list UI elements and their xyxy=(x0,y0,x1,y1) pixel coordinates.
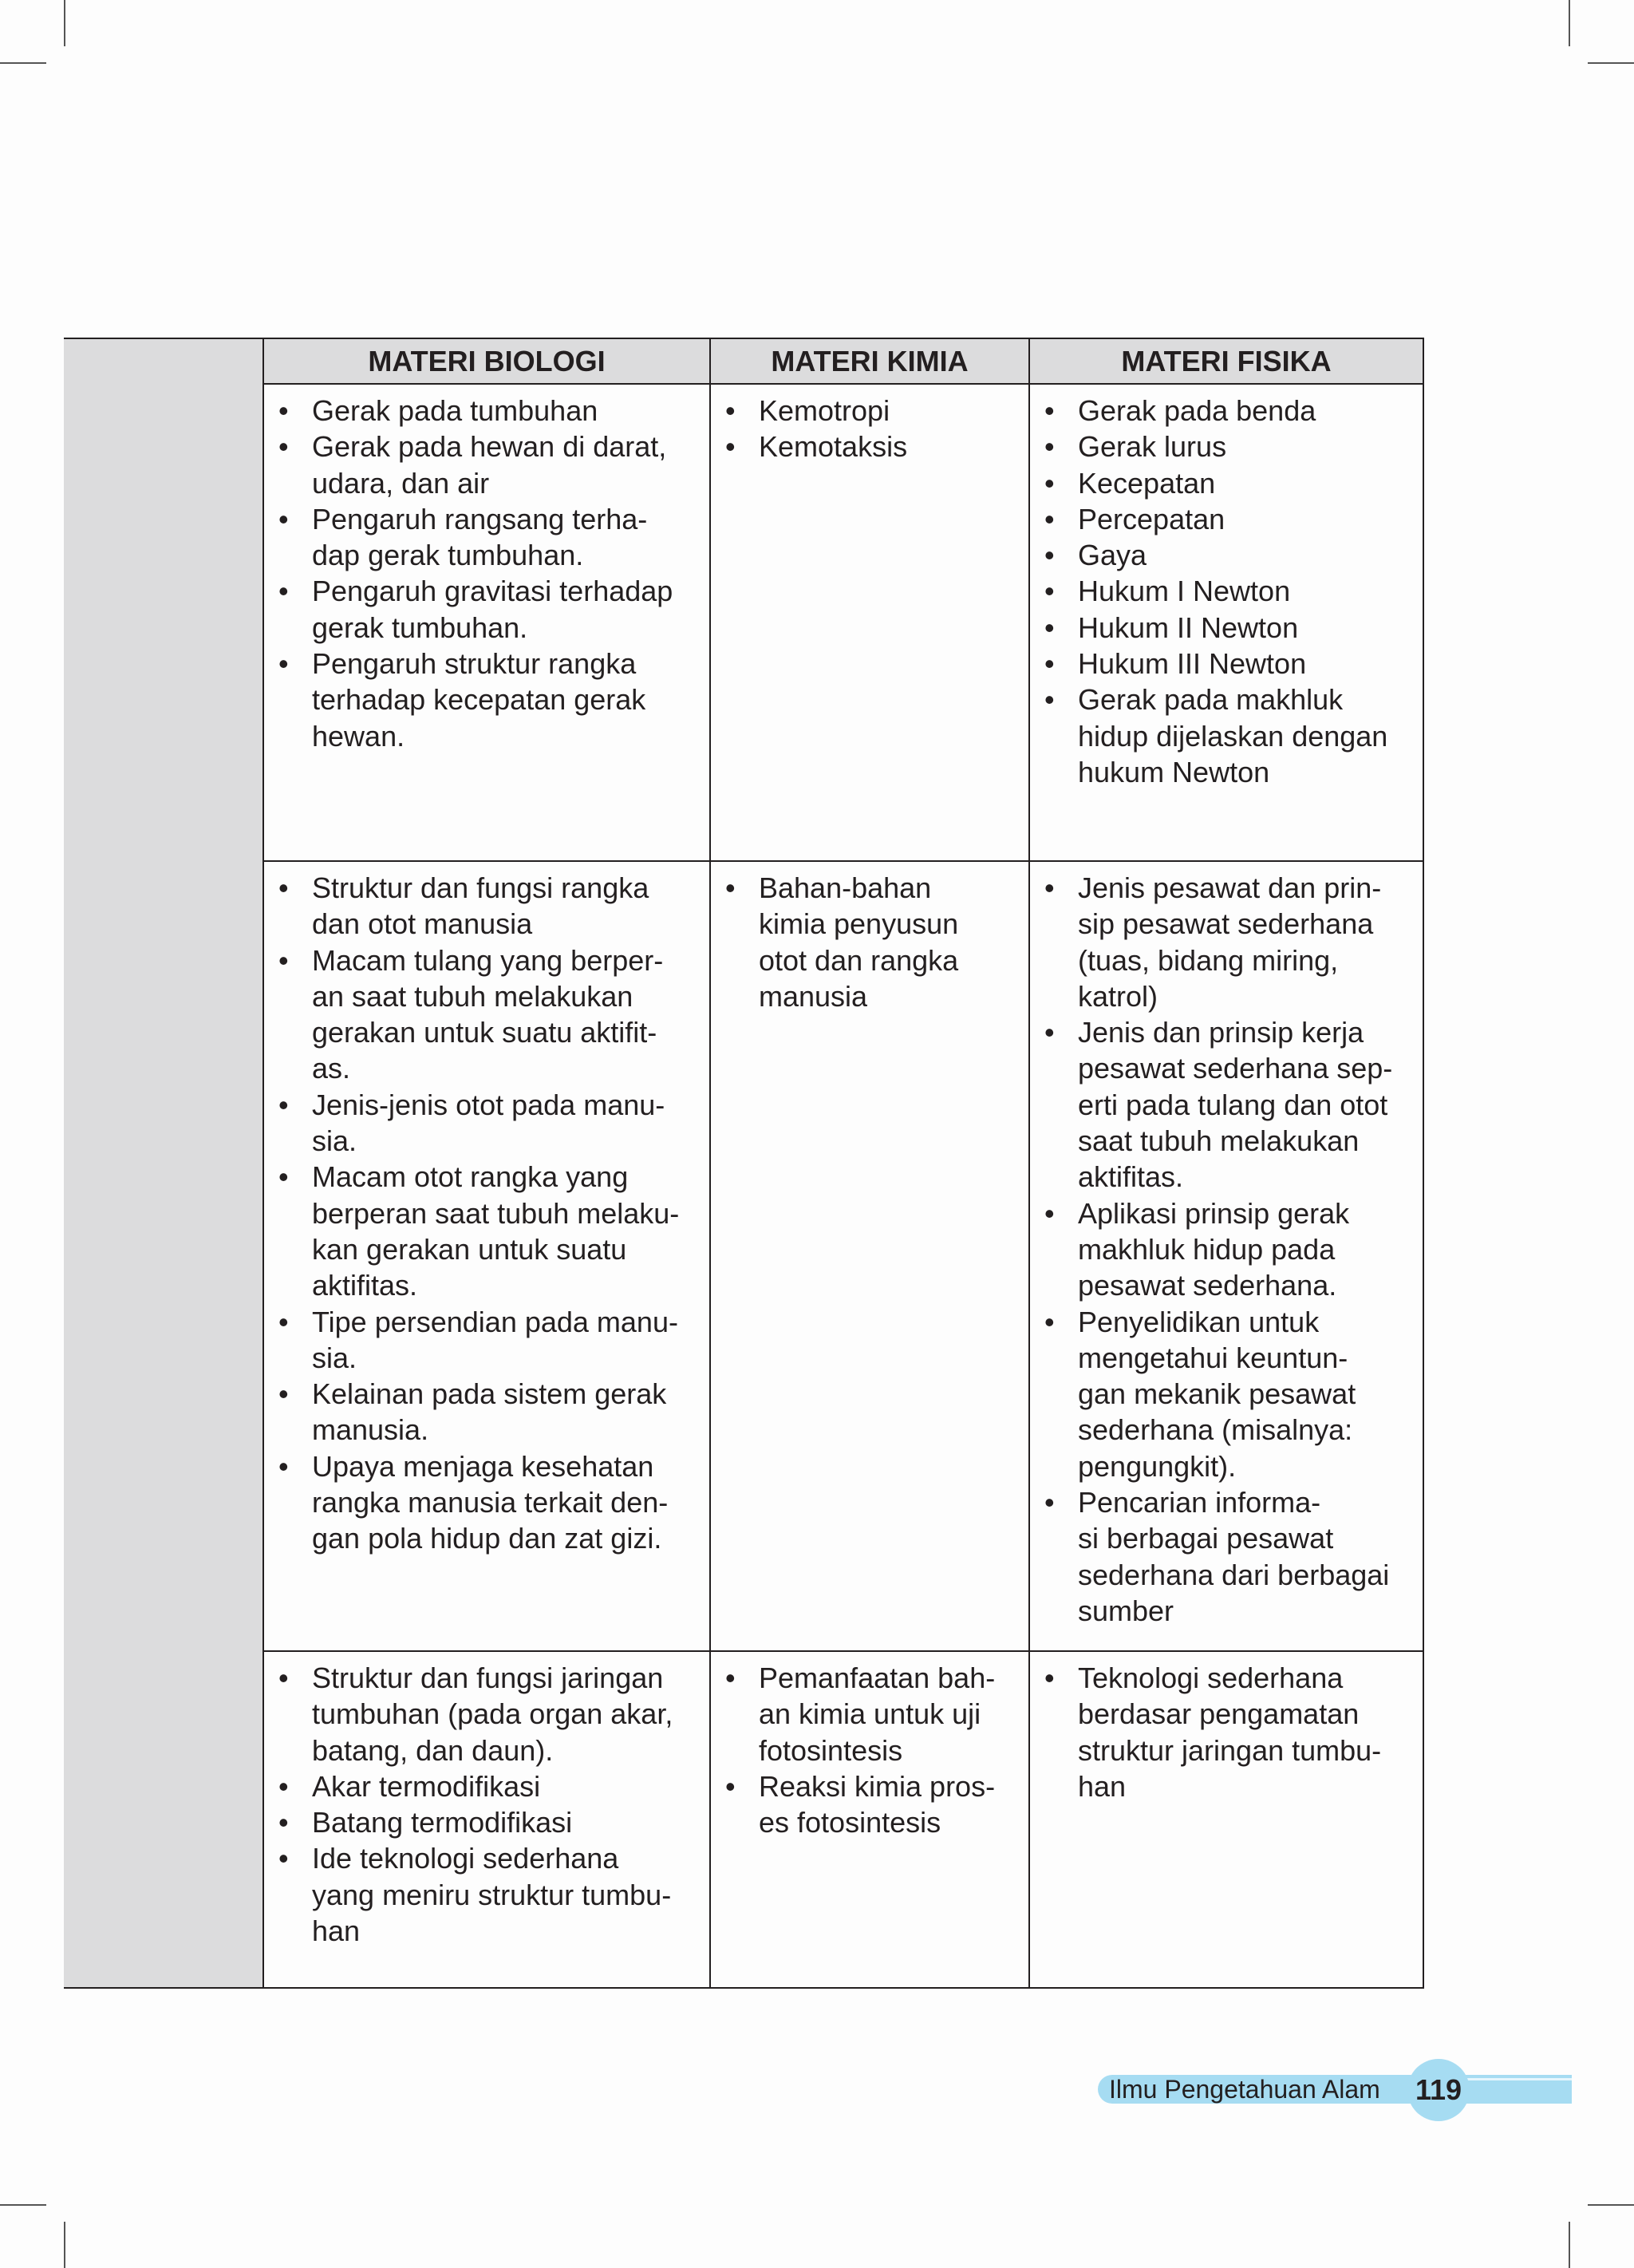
crop-mark xyxy=(64,0,65,46)
cell-fisika xyxy=(1029,384,1423,861)
list-item: • Percepatan xyxy=(1041,501,1410,537)
cell-biologi xyxy=(263,384,710,861)
book-title: Ilmu Pengetahuan Alam xyxy=(1109,2075,1380,2104)
list-item: • Gaya xyxy=(1041,537,1410,573)
cell-biologi xyxy=(263,861,710,1651)
list-item: • Pemanfaatan bah- an kimia untuk uji fotosintesis xyxy=(722,1660,1016,1768)
table-bottom-rule xyxy=(64,1987,263,1989)
list-item: • Jenis dan prinsip kerja pesawat sederhana sep- erti pada tulang dan otot saat tubuh melakukan aktifitas. xyxy=(1041,1014,1410,1195)
list-item: • Tipe persendian pada manu- sia. xyxy=(275,1304,697,1377)
crop-mark xyxy=(64,2222,65,2268)
left-side-column xyxy=(64,338,263,1989)
list-item: • Upaya menjaga kesehatan rangka manusia terkait den- gan pola hidup dan zat gizi. xyxy=(275,1448,697,1557)
list-item: • Gerak pada benda xyxy=(1041,393,1410,429)
list-item: • Pencarian informa- si berbagai pesawat sederhana dari berbagai sumber xyxy=(1041,1484,1410,1629)
list-item: • Bahan-bahan kimia penyusun otot dan rangka manusia xyxy=(722,870,1016,1014)
list-item: • Kelainan pada sistem gerak manusia. xyxy=(275,1376,697,1448)
list-item: • Batang termodifikasi xyxy=(275,1804,697,1840)
crop-mark xyxy=(1588,62,1634,64)
table-row xyxy=(263,1651,1423,1988)
header-fisika: MATERI FISIKA xyxy=(1029,338,1423,384)
header-biologi: MATERI BIOLOGI xyxy=(263,338,710,384)
list-item: • Reaksi kimia pros- es fotosintesis xyxy=(722,1768,1016,1841)
list-item: • Kemotaksis xyxy=(722,429,1016,464)
list-item: • Pengaruh rangsang terha- dap gerak tumbuhan. xyxy=(275,501,697,574)
curriculum-table xyxy=(262,338,1424,1989)
list-item: • Gerak lurus xyxy=(1041,429,1410,464)
table-row xyxy=(263,384,1423,861)
list-item: • Gerak pada tumbuhan xyxy=(275,393,697,429)
list-item: • Akar termodifikasi xyxy=(275,1768,697,1804)
list-item: • Macam otot rangka yang berperan saat tubuh melaku- kan gerakan untuk suatu aktifitas. xyxy=(275,1159,697,1303)
table-row xyxy=(263,861,1423,1651)
list-item: • Jenis-jenis otot pada manu- sia. xyxy=(275,1087,697,1160)
list-item: • Ide teknologi sederhana yang meniru struktur tumbu- han xyxy=(275,1840,697,1949)
list-item: • Kemotropi xyxy=(722,393,1016,429)
list-item: • Struktur dan fungsi rangka dan otot manusia xyxy=(275,870,697,942)
list-item: • Pengaruh struktur rangka terhadap kecepatan gerak hewan. xyxy=(275,646,697,754)
crop-mark xyxy=(1569,0,1570,46)
list-item: • Teknologi sederhana berdasar pengamatan struktur jaringan tumbu- han xyxy=(1041,1660,1410,1804)
list-item: • Penyelidikan untuk mengetahui keuntun- gan mekanik pesawat sederhana (misalnya: pengungkit). xyxy=(1041,1304,1410,1484)
crop-mark xyxy=(1588,2204,1634,2206)
list-item: • Macam tulang yang berper- an saat tubuh melakukan gerakan untuk suatu aktifit- as. xyxy=(275,942,697,1087)
list-item: • Aplikasi prinsip gerak makhluk hidup pada pesawat sederhana. xyxy=(1041,1195,1410,1304)
crop-mark xyxy=(0,62,46,64)
crop-mark xyxy=(0,2204,46,2206)
table-top-rule xyxy=(64,338,263,339)
cell-kimia xyxy=(710,1651,1029,1988)
cell-kimia xyxy=(710,861,1029,1651)
list-item: • Gerak pada makhluk hidup dijelaskan dengan hukum Newton xyxy=(1041,682,1410,790)
list-item: • Gerak pada hewan di darat, udara, dan air xyxy=(275,429,697,501)
list-item: • Jenis pesawat dan prin- sip pesawat sederhana (tuas, bidang miring, katrol) xyxy=(1041,870,1410,1014)
crop-mark xyxy=(1569,2222,1570,2268)
header-kimia: MATERI KIMIA xyxy=(710,338,1029,384)
cell-biologi xyxy=(263,1651,710,1988)
list-item: • Pengaruh gravitasi terhadap gerak tumbuhan. xyxy=(275,573,697,646)
list-item: • Hukum II Newton xyxy=(1041,610,1410,646)
list-item: • Hukum III Newton xyxy=(1041,646,1410,682)
table-header-row xyxy=(263,338,1423,384)
cell-fisika xyxy=(1029,861,1423,1651)
list-item: • Struktur dan fungsi jaringan tumbuhan (pada organ akar, batang, dan daun). xyxy=(275,1660,697,1768)
list-item: • Kecepatan xyxy=(1041,465,1410,501)
page-number: 119 xyxy=(1407,2059,1470,2121)
list-item: • Hukum I Newton xyxy=(1041,573,1410,609)
cell-kimia xyxy=(710,384,1029,861)
cell-fisika xyxy=(1029,1651,1423,1988)
